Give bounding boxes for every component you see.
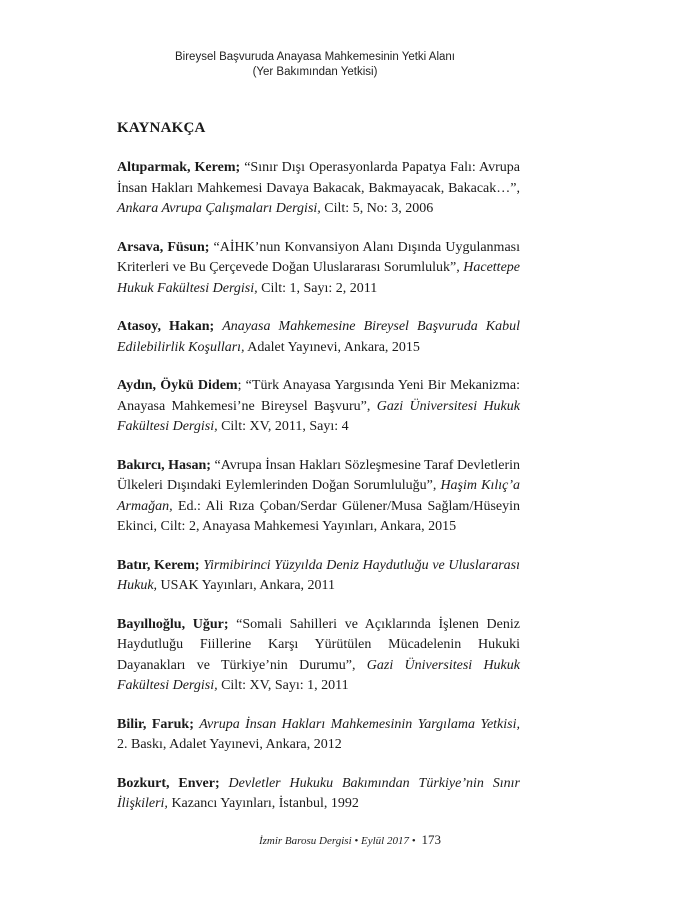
reference-author: Bilir, Faruk; [117, 716, 194, 732]
page-number: 173 [421, 832, 442, 847]
reference-author: Aydın, Öykü Didem [117, 378, 238, 393]
reference-details: Cilt: 1, Sayı: 2, 2011 [257, 280, 378, 296]
reference-entry [117, 715, 520, 756]
reference-entry [117, 615, 520, 697]
reference-title: “AİHK’nun Konvansiyon Alanı Dışında Uygulanması Kriterleri ve Bu Çerçevede Doğan Uluslararası Sorumluluk”, [117, 239, 520, 275]
reference-entry [117, 456, 520, 538]
reference-author: Bayıllıoğlu, Uğur; [117, 616, 229, 632]
reference-source: Gazi Üniversitesi Hukuk Fakültesi Dergisi, [117, 657, 520, 693]
reference-details: 2. Baskı, Adalet Yayınevi, Ankara, 2012 [117, 737, 342, 752]
reference-author: Batır, Kerem; [117, 557, 200, 573]
reference-source: Gazi Üniversitesi Hukuk Fakültesi Dergisi, [117, 398, 520, 434]
reference-details: Cilt: XV, Sayı: 1, 2011 [217, 678, 349, 693]
reference-details: Adalet Yayınevi, Ankara, 2015 [244, 339, 420, 355]
reference-source: Anayasa Mahkemesine Bireysel Başvuruda Kabul Edilebilirlik Koşulları, [117, 319, 521, 355]
reference-entry [117, 158, 520, 220]
reference-author: Bakırcı, Hasan; [117, 457, 211, 473]
reference-source: Devletler Hukuku Bakımından Türkiye’nin Sınır İlişkileri, [117, 775, 521, 811]
reference-title: “Avrupa İnsan Hakları Sözleşmesine Taraf Devletlerin Ülkeleri Dışındaki Eylemlerinden Doğan Sorumluluğu”, [117, 457, 521, 493]
running-header-subtitle: (Yer Bakımından Yetkisi) [252, 66, 378, 78]
reference-details: Ed.: Ali Rıza Çoban/Serdar Gülener/Musa Sağlam/Hüseyin Ekinci, Cilt: 2, Anayasa Mahkemesi Yayınları, Ankara, 2015 [117, 498, 520, 534]
reference-entry [117, 556, 520, 597]
reference-author: Arsava, Füsun; [117, 239, 210, 255]
section-title: KAYNAKÇA [117, 120, 206, 136]
reference-source: Avrupa İnsan Hakları Mahkemesinin Yargılama Yetkisi, [199, 716, 520, 732]
footer-journal: İzmir Barosu Dergisi • Eylül 2017 • [258, 835, 416, 847]
reference-details: Kazancı Yayınları, İstanbul, 1992 [167, 796, 359, 811]
reference-entry [117, 238, 520, 300]
reference-title [220, 776, 229, 791]
reference-details: Cilt: 5, No: 3, 2006 [320, 201, 434, 216]
reference-author: Bozkurt, Enver; [117, 775, 220, 791]
reference-entry [117, 774, 520, 815]
running-header [0, 50, 630, 80]
reference-source: Haşim Kılıç’a Armağan, [117, 478, 520, 514]
reference-title: “Sınır Dışı Operasyonlarda Papatya Falı: Avrupa İnsan Hakları Mahkemesi Davaya Bakacak, Bakmayacak, Bakacak…”, [117, 160, 520, 196]
reference-entry [117, 376, 520, 438]
reference-source: Yirmibirinci Yüzyılda Deniz Haydutluğu ve Uluslararası Hukuk, [117, 557, 521, 593]
running-header-title: Bireysel Başvuruda Anayasa Mahkemesinin Yetki Alanı [175, 51, 455, 63]
reference-title: “Somali Sahilleri ve Açıklarında İşlenen Deniz Haydutluğu Fiillerine Karşı Yürütülen Mücadelenin Hukuki Dayanakları ve Türkiye’nin Durumu”, [117, 616, 520, 673]
reference-list [117, 158, 520, 833]
reference-details: USAK Yayınları, Ankara, 2011 [157, 578, 336, 593]
reference-author: Altıparmak, Kerem; [117, 160, 241, 175]
reference-entry [117, 317, 520, 358]
reference-title: ; “Türk Anayasa Yargısında Yeni Bir Mekanizma: Anayasa Mahkemesi’ne Bireysel Başvuru”, [117, 378, 520, 414]
page-footer [0, 832, 700, 848]
reference-details: Cilt: XV, 2011, Sayı: 4 [217, 419, 349, 434]
reference-source: Hacettepe Hukuk Fakültesi Dergisi, [117, 260, 520, 296]
reference-source: Ankara Avrupa Çalışmaları Dergisi, [117, 201, 321, 216]
reference-author: Atasoy, Hakan; [117, 319, 215, 334]
